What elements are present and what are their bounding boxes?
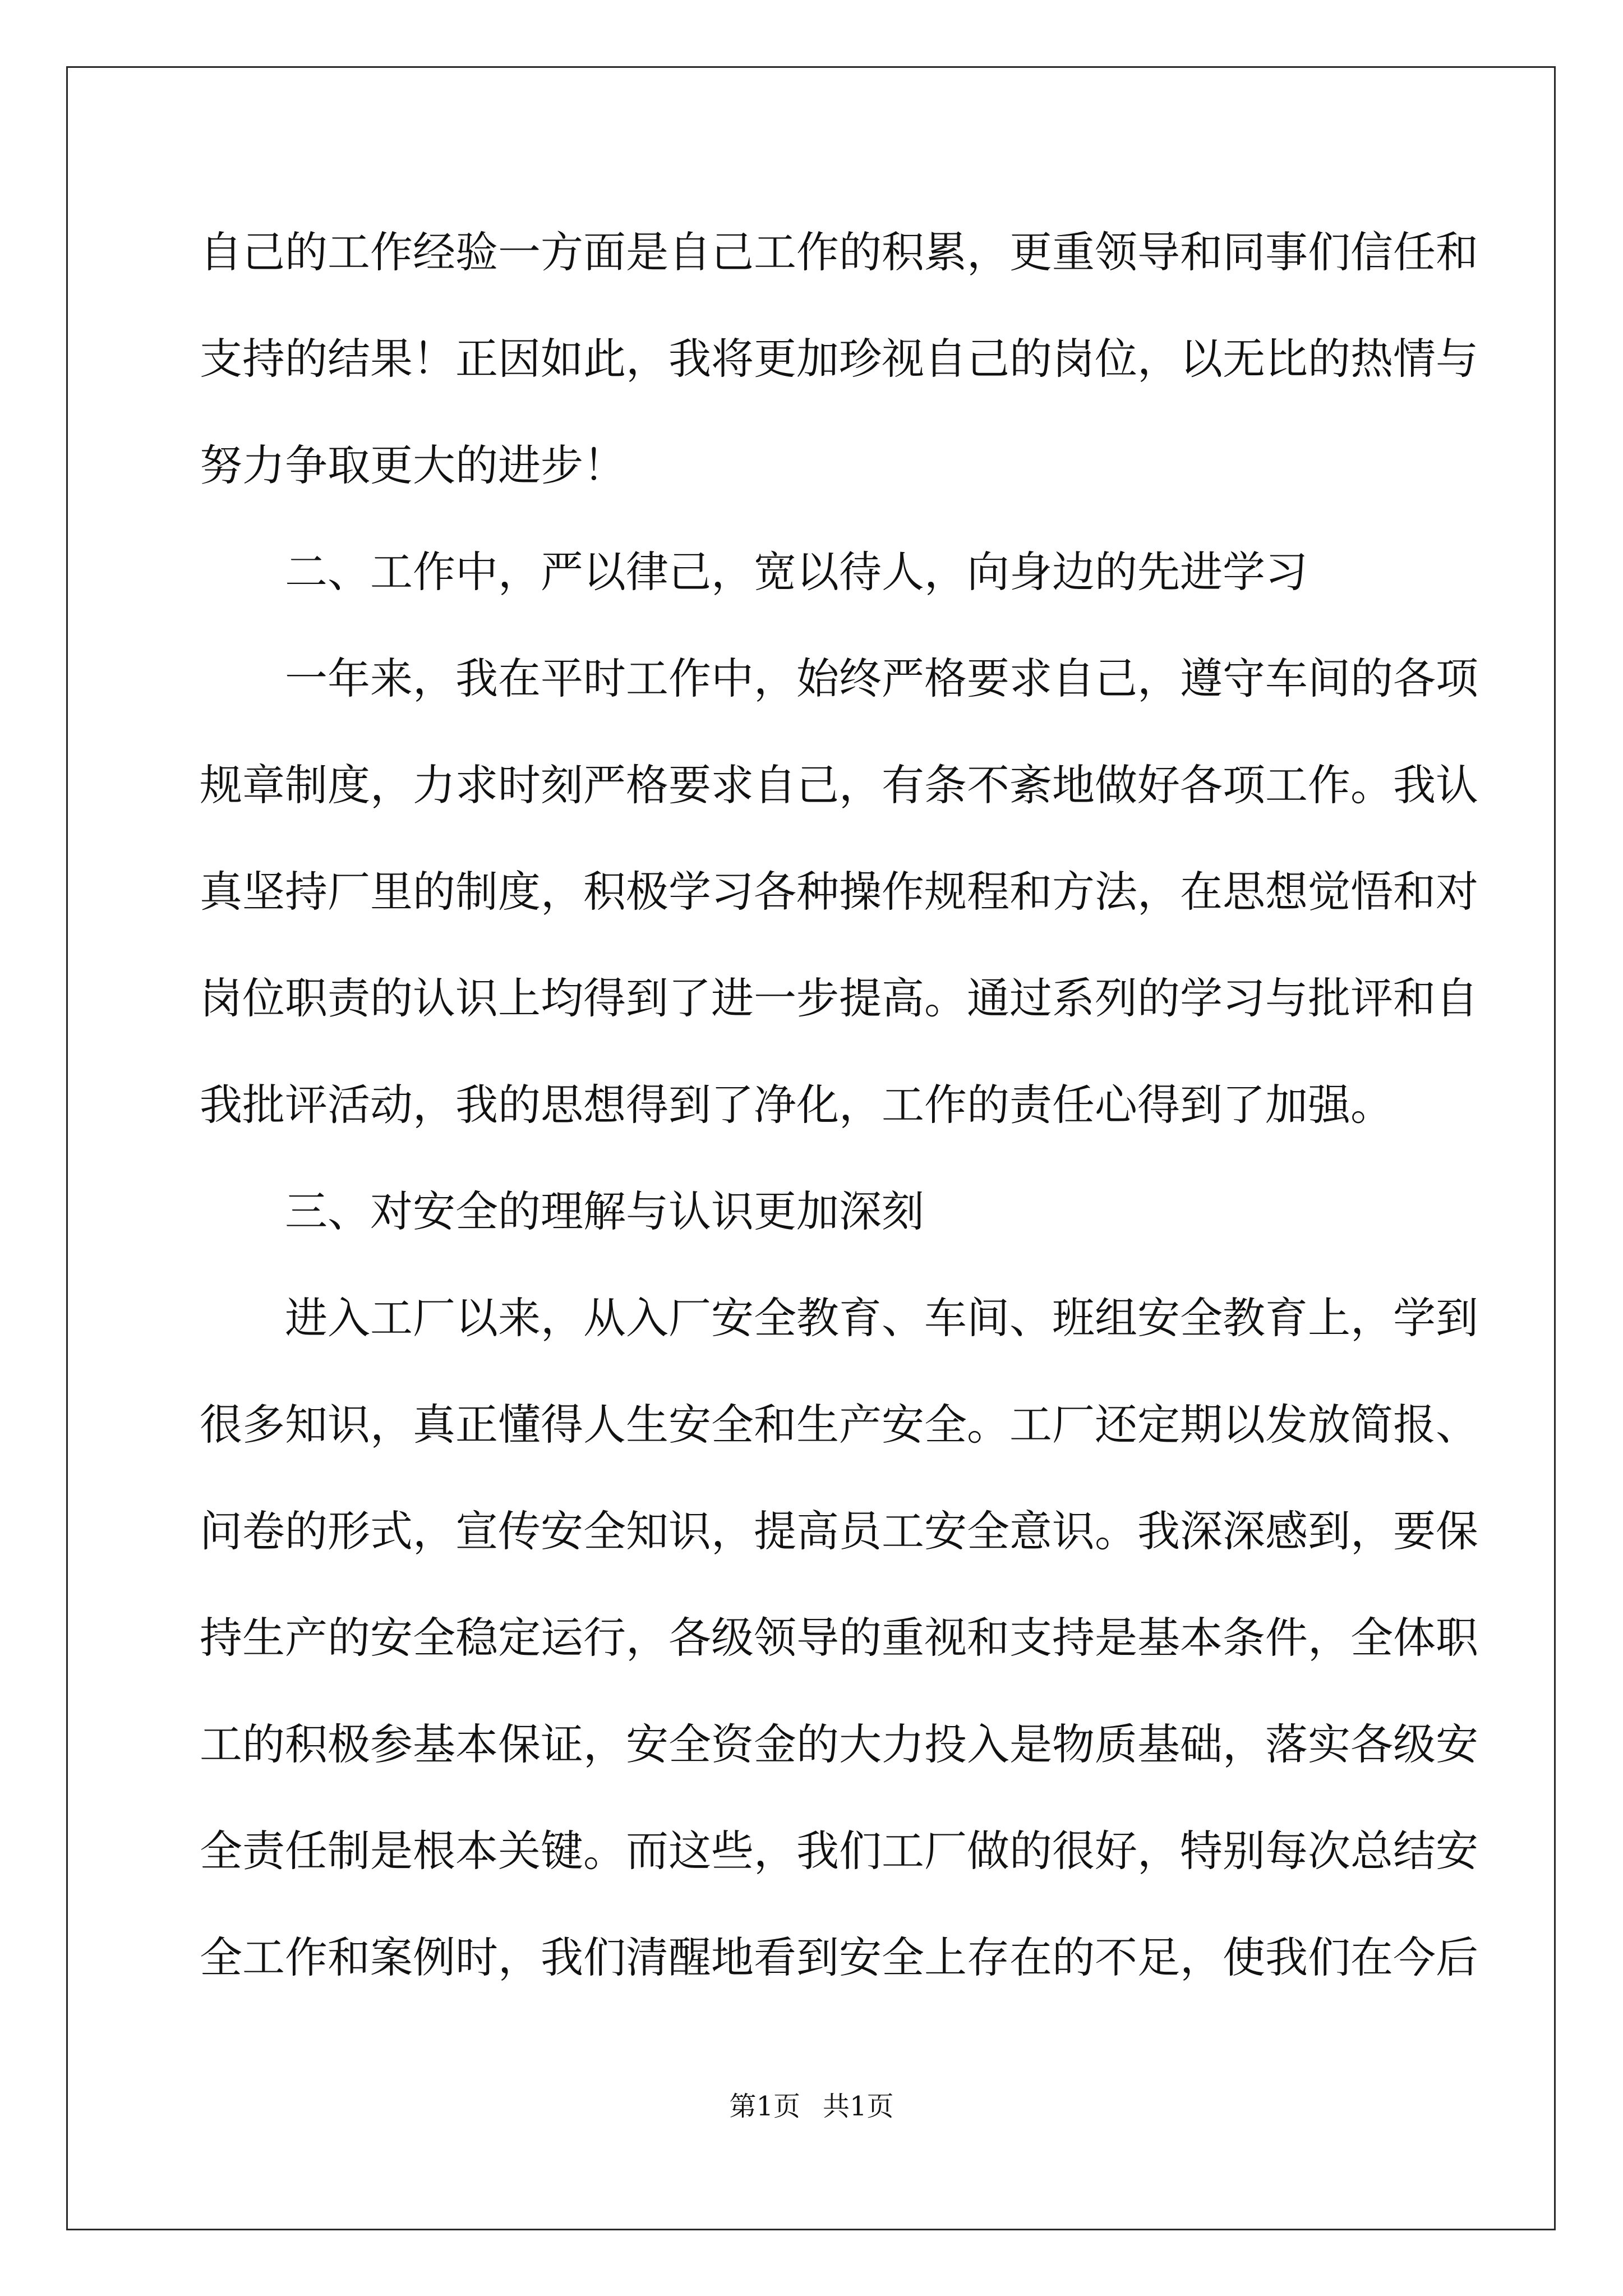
paragraph-line: 岗位职责的认识上均得到了进一步提高。通过系列的学习与批评和自 — [200, 973, 1478, 1023]
section-heading: 三、对安全的理解与认识更加深刻 — [285, 1186, 924, 1236]
paragraph-line: 一年来，我在平时工作中，始终严格要求自己，遵守车间的各项 — [285, 654, 1478, 703]
paragraph-line: 问卷的形式，宣传安全知识，提高员工安全意识。我深深感到，要保 — [200, 1506, 1478, 1556]
paragraph-line: 规章制度，力求时刻严格要求自己，有条不紊地做好各项工作。我认 — [200, 760, 1478, 810]
paragraph-line: 自己的工作经验一方面是自己工作的积累，更重领导和同事们信任和 — [200, 227, 1478, 277]
paragraph-line: 工的积极参基本保证，安全资金的大力投入是物质基础，落实各级安 — [200, 1719, 1478, 1769]
paragraph-line: 全工作和案例时，我们清醒地看到安全上存在的不足，使我们在今后 — [200, 1932, 1478, 1982]
page-footer — [0, 2090, 1623, 2123]
paragraph-line: 进入工厂以来，从入厂安全教育、车间、班组安全教育上，学到 — [285, 1293, 1478, 1343]
paragraph-line: 支持的结果！正因如此，我将更加珍视自己的岗位，以无比的热情与 — [200, 334, 1478, 384]
paragraph-line: 很多知识，真正懂得人生安全和生产安全。工厂还定期以发放简报、 — [200, 1400, 1478, 1450]
document-body — [200, 210, 1478, 2022]
paragraph-line: 持生产的安全稳定运行，各级领导的重视和支持是基本条件，全体职 — [200, 1613, 1478, 1663]
page-total: 共1页 — [823, 2091, 894, 2122]
paragraph-line: 真坚持厂里的制度，积极学习各种操作规程和方法，在思想觉悟和对 — [200, 867, 1478, 917]
paragraph-line: 努力争取更大的进步！ — [200, 440, 626, 490]
paragraph-line: 我批评活动，我的思想得到了净化，工作的责任心得到了加强。 — [200, 1080, 1393, 1130]
section-heading: 二、工作中，严以律己，宽以待人，向身边的先进学习 — [285, 547, 1308, 597]
page-number: 第1页 — [729, 2091, 800, 2122]
paragraph-line: 全责任制是根本关键。而这些，我们工厂做的很好，特别每次总结安 — [200, 1826, 1478, 1876]
